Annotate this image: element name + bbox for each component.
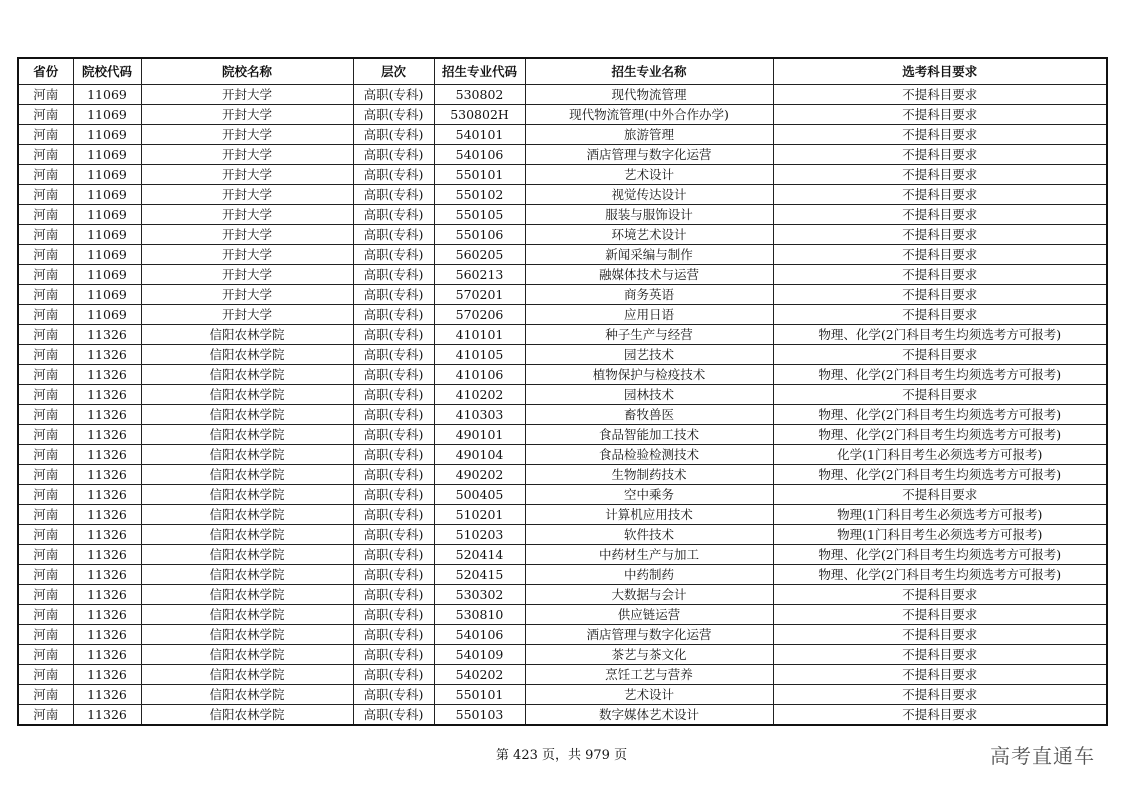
watermark-logo: 高考直通车: [990, 744, 1095, 768]
cell-province: 河南: [18, 565, 73, 585]
cell-major-name: 软件技术: [525, 525, 773, 545]
cell-school-code: 11069: [73, 105, 141, 125]
table-row: [18, 545, 1107, 565]
cell-school-code: 11326: [73, 685, 141, 705]
cell-level: 高职(专科): [353, 265, 434, 285]
cell-subject-requirement: 不提科目要求: [773, 605, 1107, 625]
table-row: [18, 565, 1107, 585]
cell-subject-requirement: 物理、化学(2门科目考生均须选考方可报考): [773, 565, 1107, 585]
table-row: [18, 105, 1107, 125]
table-row: [18, 165, 1107, 185]
cell-major-name: 视觉传达设计: [525, 185, 773, 205]
cell-major-name: 新闻采编与制作: [525, 245, 773, 265]
cell-school-code: 11069: [73, 245, 141, 265]
cell-school-name: 信阳农林学院: [141, 605, 353, 625]
table-row: [18, 345, 1107, 365]
cell-school-code: 11326: [73, 385, 141, 405]
cell-major-name: 酒店管理与数字化运营: [525, 625, 773, 645]
cell-province: 河南: [18, 685, 73, 705]
table-row: [18, 585, 1107, 605]
cell-school-name: 信阳农林学院: [141, 525, 353, 545]
cell-school-name: 信阳农林学院: [141, 445, 353, 465]
cell-level: 高职(专科): [353, 285, 434, 305]
cell-school-code: 11326: [73, 325, 141, 345]
cell-school-name: 开封大学: [141, 285, 353, 305]
cell-school-name: 开封大学: [141, 125, 353, 145]
cell-province: 河南: [18, 405, 73, 425]
cell-school-name: 信阳农林学院: [141, 705, 353, 726]
cell-major-code: 550102: [434, 185, 525, 205]
cell-subject-requirement: 不提科目要求: [773, 185, 1107, 205]
cell-major-name: 中药材生产与加工: [525, 545, 773, 565]
cell-major-code: 560213: [434, 265, 525, 285]
cell-school-name: 开封大学: [141, 225, 353, 245]
cell-major-name: 现代物流管理(中外合作办学): [525, 105, 773, 125]
header-level: 层次: [353, 58, 434, 85]
cell-school-name: 信阳农林学院: [141, 505, 353, 525]
cell-subject-requirement: 物理、化学(2门科目考生均须选考方可报考): [773, 425, 1107, 445]
cell-subject-requirement: 不提科目要求: [773, 685, 1107, 705]
cell-school-name: 开封大学: [141, 265, 353, 285]
cell-subject-requirement: 化学(1门科目考生必须选考方可报考): [773, 445, 1107, 465]
cell-major-code: 540106: [434, 625, 525, 645]
cell-school-code: 11326: [73, 585, 141, 605]
cell-province: 河南: [18, 705, 73, 726]
cell-subject-requirement: 不提科目要求: [773, 265, 1107, 285]
cell-major-code: 530802H: [434, 105, 525, 125]
cell-school-code: 11326: [73, 525, 141, 545]
cell-major-name: 环境艺术设计: [525, 225, 773, 245]
cell-major-name: 种子生产与经营: [525, 325, 773, 345]
cell-province: 河南: [18, 365, 73, 385]
table-row: [18, 225, 1107, 245]
table-row: [18, 445, 1107, 465]
cell-subject-requirement: 不提科目要求: [773, 485, 1107, 505]
cell-school-name: 信阳农林学院: [141, 585, 353, 605]
cell-major-code: 570206: [434, 305, 525, 325]
cell-school-name: 开封大学: [141, 165, 353, 185]
cell-province: 河南: [18, 545, 73, 565]
cell-subject-requirement: 不提科目要求: [773, 625, 1107, 645]
cell-subject-requirement: 不提科目要求: [773, 145, 1107, 165]
cell-school-name: 信阳农林学院: [141, 645, 353, 665]
cell-subject-requirement: 不提科目要求: [773, 105, 1107, 125]
cell-major-code: 550101: [434, 685, 525, 705]
cell-major-code: 410101: [434, 325, 525, 345]
cell-province: 河南: [18, 645, 73, 665]
cell-major-code: 520414: [434, 545, 525, 565]
cell-level: 高职(专科): [353, 325, 434, 345]
cell-level: 高职(专科): [353, 405, 434, 425]
cell-major-name: 烹饪工艺与营养: [525, 665, 773, 685]
cell-school-code: 11326: [73, 665, 141, 685]
header-major-code: 招生专业代码: [434, 58, 525, 85]
cell-major-name: 畜牧兽医: [525, 405, 773, 425]
cell-major-code: 550103: [434, 705, 525, 726]
cell-major-code: 510201: [434, 505, 525, 525]
table-row: [18, 525, 1107, 545]
cell-level: 高职(专科): [353, 205, 434, 225]
cell-level: 高职(专科): [353, 385, 434, 405]
cell-province: 河南: [18, 605, 73, 625]
cell-subject-requirement: 不提科目要求: [773, 585, 1107, 605]
cell-school-code: 11326: [73, 485, 141, 505]
table-row: [18, 305, 1107, 325]
cell-major-code: 540202: [434, 665, 525, 685]
table-row: [18, 365, 1107, 385]
cell-major-name: 中药制药: [525, 565, 773, 585]
cell-school-code: 11326: [73, 565, 141, 585]
cell-school-name: 开封大学: [141, 185, 353, 205]
cell-province: 河南: [18, 85, 73, 105]
page-number: 第 423 页，共 979 页: [495, 748, 628, 763]
cell-major-name: 现代物流管理: [525, 85, 773, 105]
table-row: [18, 605, 1107, 625]
cell-major-code: 410105: [434, 345, 525, 365]
table-row: [18, 425, 1107, 445]
cell-level: 高职(专科): [353, 625, 434, 645]
cell-level: 高职(专科): [353, 225, 434, 245]
table-row: [18, 265, 1107, 285]
cell-school-code: 11069: [73, 225, 141, 245]
cell-major-name: 旅游管理: [525, 125, 773, 145]
table-row: [18, 645, 1107, 665]
header-school-name: 院校名称: [141, 58, 353, 85]
cell-level: 高职(专科): [353, 345, 434, 365]
cell-school-code: 11326: [73, 605, 141, 625]
cell-school-name: 开封大学: [141, 245, 353, 265]
header-subject-requirement: 选考科目要求: [773, 58, 1107, 85]
cell-school-code: 11326: [73, 365, 141, 385]
admissions-table: [17, 57, 1108, 726]
cell-level: 高职(专科): [353, 545, 434, 565]
cell-level: 高职(专科): [353, 165, 434, 185]
cell-subject-requirement: 不提科目要求: [773, 645, 1107, 665]
table-row: [18, 245, 1107, 265]
cell-school-code: 11326: [73, 645, 141, 665]
cell-level: 高职(专科): [353, 125, 434, 145]
cell-major-name: 食品检验检测技术: [525, 445, 773, 465]
cell-school-name: 信阳农林学院: [141, 365, 353, 385]
cell-major-code: 490101: [434, 425, 525, 445]
cell-province: 河南: [18, 425, 73, 445]
table-row: [18, 85, 1107, 105]
table-row: [18, 465, 1107, 485]
cell-major-name: 园林技术: [525, 385, 773, 405]
cell-level: 高职(专科): [353, 105, 434, 125]
cell-school-code: 11069: [73, 145, 141, 165]
cell-subject-requirement: 不提科目要求: [773, 665, 1107, 685]
cell-level: 高职(专科): [353, 145, 434, 165]
cell-province: 河南: [18, 305, 73, 325]
cell-province: 河南: [18, 345, 73, 365]
admissions-table-container: [17, 57, 1106, 726]
cell-major-code: 410202: [434, 385, 525, 405]
cell-subject-requirement: 不提科目要求: [773, 205, 1107, 225]
cell-province: 河南: [18, 325, 73, 345]
table-row: [18, 125, 1107, 145]
cell-major-code: 520415: [434, 565, 525, 585]
cell-province: 河南: [18, 285, 73, 305]
cell-school-code: 11326: [73, 465, 141, 485]
cell-school-code: 11069: [73, 305, 141, 325]
cell-major-code: 540109: [434, 645, 525, 665]
table-row: [18, 685, 1107, 705]
cell-major-code: 550101: [434, 165, 525, 185]
cell-major-code: 490104: [434, 445, 525, 465]
cell-province: 河南: [18, 145, 73, 165]
cell-school-code: 11069: [73, 205, 141, 225]
cell-level: 高职(专科): [353, 565, 434, 585]
cell-province: 河南: [18, 485, 73, 505]
cell-school-code: 11069: [73, 265, 141, 285]
cell-major-code: 530810: [434, 605, 525, 625]
table-row: [18, 185, 1107, 205]
cell-major-name: 计算机应用技术: [525, 505, 773, 525]
cell-major-name: 园艺技术: [525, 345, 773, 365]
cell-major-name: 空中乘务: [525, 485, 773, 505]
cell-subject-requirement: 物理、化学(2门科目考生均须选考方可报考): [773, 405, 1107, 425]
cell-school-name: 信阳农林学院: [141, 665, 353, 685]
cell-school-name: 开封大学: [141, 305, 353, 325]
cell-level: 高职(专科): [353, 665, 434, 685]
cell-province: 河南: [18, 585, 73, 605]
table-row: [18, 405, 1107, 425]
cell-subject-requirement: 不提科目要求: [773, 305, 1107, 325]
cell-major-name: 数字媒体艺术设计: [525, 705, 773, 726]
cell-major-name: 生物制药技术: [525, 465, 773, 485]
table-row: [18, 705, 1107, 726]
cell-school-name: 信阳农林学院: [141, 485, 353, 505]
cell-level: 高职(专科): [353, 525, 434, 545]
cell-major-code: 550106: [434, 225, 525, 245]
cell-level: 高职(专科): [353, 365, 434, 385]
cell-school-name: 开封大学: [141, 145, 353, 165]
cell-major-name: 茶艺与茶文化: [525, 645, 773, 665]
cell-level: 高职(专科): [353, 645, 434, 665]
cell-school-name: 信阳农林学院: [141, 385, 353, 405]
cell-subject-requirement: 不提科目要求: [773, 385, 1107, 405]
table-header-row: [18, 58, 1107, 85]
cell-major-code: 530802: [434, 85, 525, 105]
cell-subject-requirement: 物理、化学(2门科目考生均须选考方可报考): [773, 365, 1107, 385]
cell-level: 高职(专科): [353, 605, 434, 625]
cell-school-name: 信阳农林学院: [141, 685, 353, 705]
cell-province: 河南: [18, 625, 73, 645]
cell-province: 河南: [18, 245, 73, 265]
cell-major-name: 应用日语: [525, 305, 773, 325]
cell-province: 河南: [18, 665, 73, 685]
cell-major-name: 植物保护与检疫技术: [525, 365, 773, 385]
cell-level: 高职(专科): [353, 85, 434, 105]
cell-major-code: 510203: [434, 525, 525, 545]
cell-major-name: 食品智能加工技术: [525, 425, 773, 445]
cell-subject-requirement: 不提科目要求: [773, 125, 1107, 145]
cell-major-name: 艺术设计: [525, 685, 773, 705]
cell-province: 河南: [18, 185, 73, 205]
cell-major-code: 490202: [434, 465, 525, 485]
cell-major-code: 530302: [434, 585, 525, 605]
table-body: [18, 85, 1107, 726]
cell-school-name: 信阳农林学院: [141, 465, 353, 485]
cell-school-name: 信阳农林学院: [141, 325, 353, 345]
cell-school-code: 11326: [73, 345, 141, 365]
cell-major-name: 艺术设计: [525, 165, 773, 185]
table-row: [18, 145, 1107, 165]
cell-school-name: 信阳农林学院: [141, 425, 353, 445]
cell-school-name: 信阳农林学院: [141, 545, 353, 565]
cell-school-code: 11326: [73, 425, 141, 445]
cell-school-code: 11069: [73, 125, 141, 145]
header-major-name: 招生专业名称: [525, 58, 773, 85]
cell-subject-requirement: 不提科目要求: [773, 285, 1107, 305]
cell-subject-requirement: 不提科目要求: [773, 165, 1107, 185]
cell-province: 河南: [18, 465, 73, 485]
cell-major-name: 供应链运营: [525, 605, 773, 625]
cell-major-code: 540101: [434, 125, 525, 145]
cell-school-name: 信阳农林学院: [141, 405, 353, 425]
cell-major-code: 540106: [434, 145, 525, 165]
table-row: [18, 285, 1107, 305]
cell-major-code: 500405: [434, 485, 525, 505]
table-row: [18, 505, 1107, 525]
cell-subject-requirement: 物理(1门科目考生必须选考方可报考): [773, 505, 1107, 525]
cell-major-code: 410303: [434, 405, 525, 425]
cell-major-name: 融媒体技术与运营: [525, 265, 773, 285]
cell-major-code: 550105: [434, 205, 525, 225]
table-row: [18, 485, 1107, 505]
cell-province: 河南: [18, 505, 73, 525]
cell-level: 高职(专科): [353, 305, 434, 325]
cell-subject-requirement: 物理、化学(2门科目考生均须选考方可报考): [773, 545, 1107, 565]
cell-level: 高职(专科): [353, 425, 434, 445]
cell-province: 河南: [18, 265, 73, 285]
cell-school-code: 11069: [73, 185, 141, 205]
cell-subject-requirement: 不提科目要求: [773, 85, 1107, 105]
cell-school-name: 开封大学: [141, 205, 353, 225]
cell-school-code: 11069: [73, 285, 141, 305]
cell-province: 河南: [18, 445, 73, 465]
cell-school-code: 11069: [73, 85, 141, 105]
cell-level: 高职(专科): [353, 585, 434, 605]
cell-subject-requirement: 不提科目要求: [773, 345, 1107, 365]
cell-school-name: 开封大学: [141, 105, 353, 125]
header-province: 省份: [18, 58, 73, 85]
cell-level: 高职(专科): [353, 685, 434, 705]
cell-subject-requirement: 不提科目要求: [773, 705, 1107, 726]
cell-level: 高职(专科): [353, 185, 434, 205]
cell-school-code: 11326: [73, 545, 141, 565]
cell-level: 高职(专科): [353, 485, 434, 505]
cell-school-code: 11326: [73, 625, 141, 645]
cell-level: 高职(专科): [353, 505, 434, 525]
cell-school-code: 11326: [73, 405, 141, 425]
cell-school-code: 11326: [73, 505, 141, 525]
table-row: [18, 205, 1107, 225]
cell-school-name: 信阳农林学院: [141, 625, 353, 645]
cell-province: 河南: [18, 205, 73, 225]
cell-level: 高职(专科): [353, 245, 434, 265]
table-row: [18, 325, 1107, 345]
table-row: [18, 385, 1107, 405]
cell-province: 河南: [18, 225, 73, 245]
cell-school-name: 开封大学: [141, 85, 353, 105]
table-row: [18, 625, 1107, 645]
cell-school-name: 信阳农林学院: [141, 345, 353, 365]
cell-province: 河南: [18, 165, 73, 185]
cell-major-name: 大数据与会计: [525, 585, 773, 605]
cell-level: 高职(专科): [353, 705, 434, 726]
cell-school-name: 信阳农林学院: [141, 565, 353, 585]
cell-subject-requirement: 物理(1门科目考生必须选考方可报考): [773, 525, 1107, 545]
cell-subject-requirement: 不提科目要求: [773, 225, 1107, 245]
cell-level: 高职(专科): [353, 465, 434, 485]
cell-school-code: 11069: [73, 165, 141, 185]
cell-major-code: 560205: [434, 245, 525, 265]
cell-major-name: 商务英语: [525, 285, 773, 305]
cell-level: 高职(专科): [353, 445, 434, 465]
cell-major-name: 服装与服饰设计: [525, 205, 773, 225]
table-row: [18, 665, 1107, 685]
cell-major-code: 410106: [434, 365, 525, 385]
cell-school-code: 11326: [73, 705, 141, 726]
cell-major-name: 酒店管理与数字化运营: [525, 145, 773, 165]
cell-subject-requirement: 物理、化学(2门科目考生均须选考方可报考): [773, 325, 1107, 345]
cell-province: 河南: [18, 125, 73, 145]
cell-province: 河南: [18, 105, 73, 125]
header-school-code: 院校代码: [73, 58, 141, 85]
cell-major-code: 570201: [434, 285, 525, 305]
cell-province: 河南: [18, 385, 73, 405]
cell-subject-requirement: 不提科目要求: [773, 245, 1107, 265]
cell-province: 河南: [18, 525, 73, 545]
cell-school-code: 11326: [73, 445, 141, 465]
cell-subject-requirement: 物理、化学(2门科目考生均须选考方可报考): [773, 465, 1107, 485]
